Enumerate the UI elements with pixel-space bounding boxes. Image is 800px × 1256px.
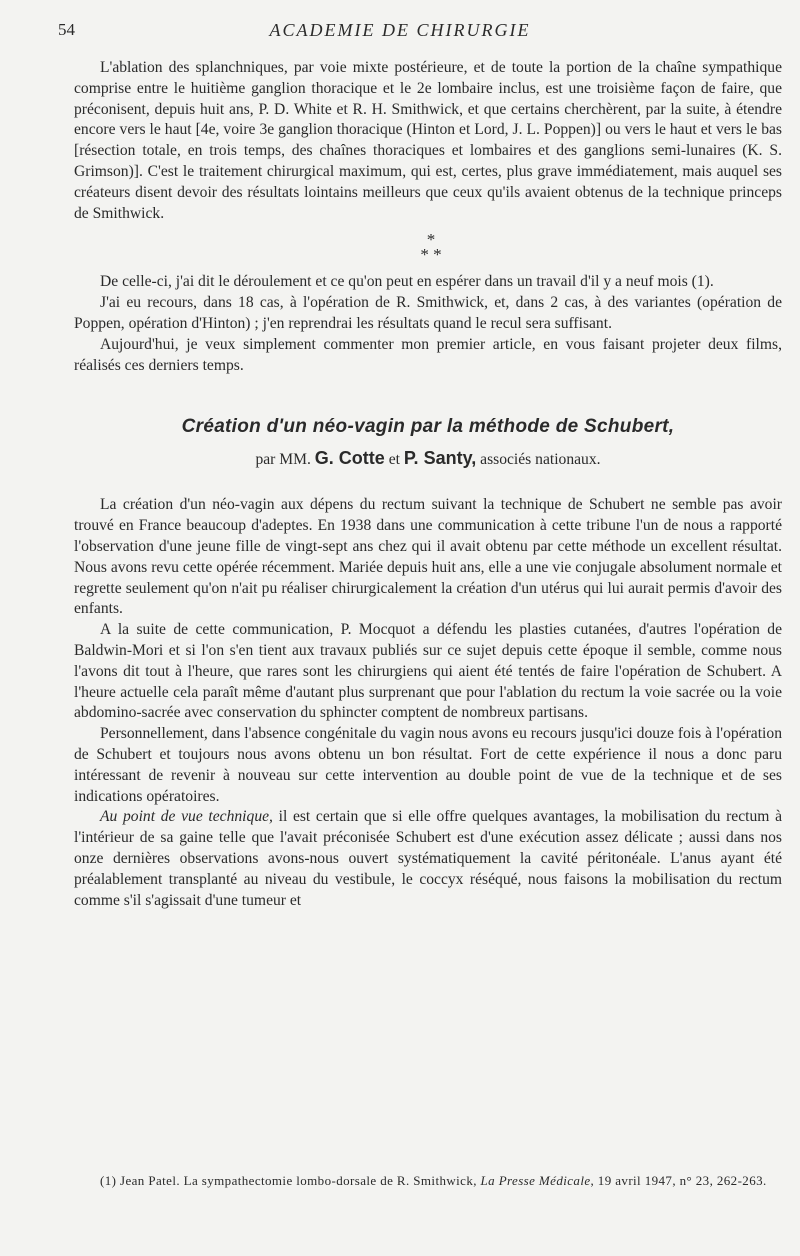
byline-prefix: par MM. [255,451,311,469]
author-santy: P. Santy, [403,448,477,469]
asterism-top: * [426,230,436,250]
byline-suffix: associés nationaux. [480,451,601,469]
page-body [74,58,782,911]
footnote-text-after: , 19 avril 1947, n° 23, 262-263. [590,1173,767,1188]
intro-paragraph-1: L'ablation des splanchniques, par voie mixte postérieure, et de toute la portion de la chaîne sympathique comprise entre le huitième ganglion thoracique et le 2e lombaire inclus, est une troisième façon de faire, que préconisent, depuis huit ans, P. D. White et R. H. Smithwick, et que certains cherchèrent, par la suite, à étendre encore vers le haut [4e, voire 3e ganglion thoracique (Hinton et Lord, J. L. Poppen)] ou vers le haut et vers le bas [résection totale, en trois temps, des chaînes thoraciques et lombaires et des ganglions semi-lunaires (K. S. Grimson)]. C'est le traitement chirurgical maximum, qui est, certes, plus grave immédiatement, mais auquel ses créateurs disent devoir des résultats lointains meilleurs que ceux qu'ils avaient obtenus de la technique princeps de Smithwick. [74,59,782,222]
intro-paragraph-2: De celle-ci, j'ai dit le déroulement et ce qu'on peut en espérer dans un travail d'il y a neuf mois (1). [100,273,714,291]
author-cotte: G. Cotte [314,448,385,469]
intro-paragraph-3: J'ai eu recours, dans 18 cas, à l'opération de R. Smithwick, et, dans 2 cas, à des variantes (opération de Poppen, opération d'Hinton) ; j'en reprendrai les résultats quand le recul sera suffisant. [74,294,782,332]
article-title: Création d'un néo-vagin par la méthode de Schubert, [181,416,675,438]
footnote [74,1172,782,1190]
article-paragraph-4-text: il est certain que si elle offre quelques avantages, la mobilisation du rectum à l'intérieur de sa gaine telle que l'avait préconisée Schubert est d'une exécution assez délicate ; aussi dans nos onze dernières observations avons-nous ouvert systématiquement la cavité péritonéale. L'anus ayant été préalablement transplanté au niveau du vestibule, le coccyx réséqué, nous faisons la mobilisation du rectum comme s'il s'agissait d'une tumeur et [74,808,783,909]
footnote-journal: La Presse Médicale [480,1173,591,1188]
article-paragraph-1: La création d'un néo-vagin aux dépens du rectum suivant la technique de Schubert ne semble pas avoir trouvé en France beaucoup d'adeptes. En 1938 dans une communication à cette tribune l'un de nous a rapporté l'observation d'une jeune fille de vingt-sept ans chez qui il avait obtenu par cette méthode un excellent résultat. Nous avons revu cette opérée récemment. Mariée depuis huit ans, elle a une vie conjugale absolument normale et regrette seulement qu'on n'ait pu réaliser chirurgicalement la création d'un utérus qui lui aurait permis d'avoir des enfants. [74,496,782,618]
article-paragraph-4-lead: Au point de vue technique, [100,808,273,826]
page-header [0,20,800,44]
byline-and: et [388,451,400,469]
footnote-text-before: (1) Jean Patel. La sympathectomie lombo-dorsale de R. Smithwick, [100,1173,481,1188]
running-title: ACADEMIE DE CHIRURGIE [269,20,531,40]
article-paragraph-2: A la suite de cette communication, P. Mocquot a défendu les plasties cutanées, d'autres l'opération de Baldwin-Mori et si l'on s'en tient aux travaux publiés sur ce sujet depuis cette époque il semble, comme nous l'avons dit tout à l'heure, que rares sont les chirurgiens qui aient été tentés de faire l'opération de Schubert. A l'heure actuelle cela paraît même d'autant plus surprenant que pour l'ablation du rectum la voie sacrée ou la voie abdomino-sacrée avec conservation du sphincter comptent de nombreux partisans. [74,621,782,722]
intro-paragraph-4: Aujourd'hui, je veux simplement commenter mon premier article, en vous faisant projeter deux films, réalisés ces derniers temps. [74,335,782,374]
article-paragraph-3: Personnellement, dans l'absence congénitale du vagin nous avons eu recours jusqu'ici douze fois à l'opération de Schubert et toujours nous avons obtenu un bon résultat. Fort de cette expérience il nous a donc paru intéressant de revenir à nouveau sur cette intervention au double point de vue de la technique et de ses indications opératoires. [74,725,782,805]
asterism [80,230,782,265]
page-number: 54 [58,20,75,39]
article-paragraph-4 [74,807,782,911]
article-byline [74,448,782,469]
asterism-bottom: * * [420,245,442,265]
